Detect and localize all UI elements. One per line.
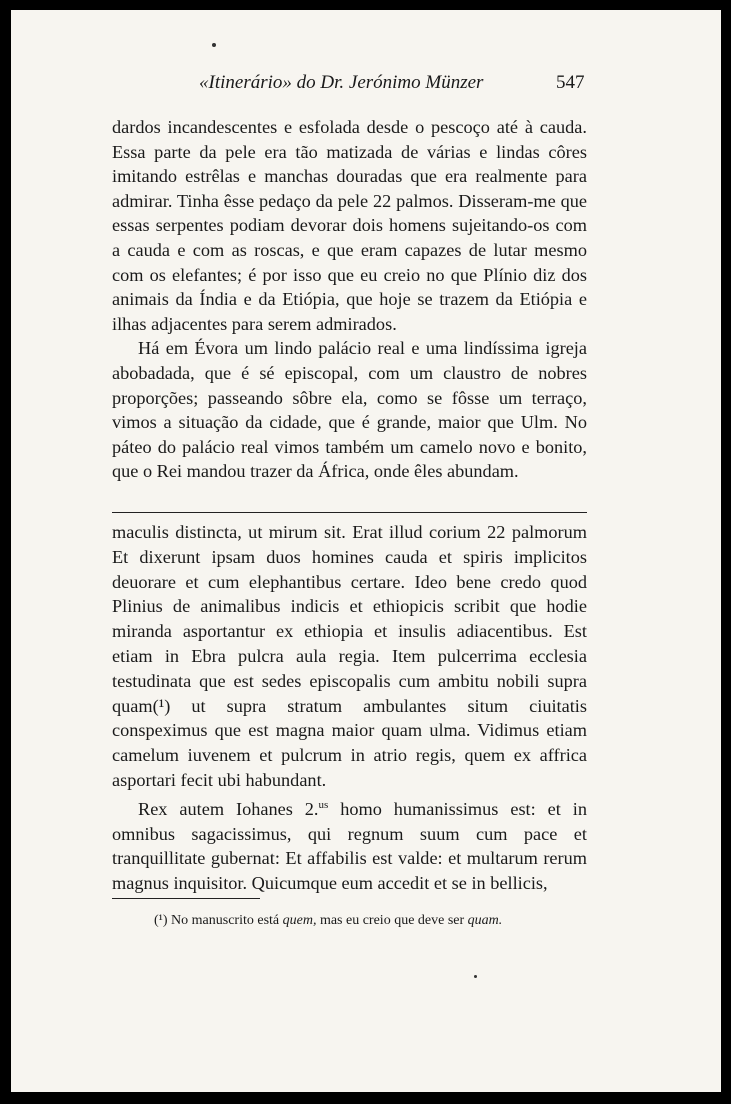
footnote-reference: (¹) [152,695,171,716]
footnote [154,913,502,929]
paragraph [112,793,587,896]
footnote-emphasis: quam. [467,913,503,928]
section-divider [112,512,587,513]
footnote-text: mas eu creio que deve ser [316,913,468,928]
latin-text: ut supra stratum ambulantes situm ciuitatis conspeximus que est magna maior quam ulma. Vidimus etiam camelum iuvenem et pulcrum in atrio regis, quem ex affrica asportari fecit ubi habundant. [112,695,587,790]
latin-original [112,520,587,896]
latin-text: maculis distincta, ut mirum sit. Erat illud corium 22 palmorum Et dixerunt ipsam duos homines cauda et spiris implicitos deuorare et cum elephantibus certare. Ideo bene credo quod Plinius de animalibus indicis et ethiopicis scribit que hodie miranda asportantur ex ethiopia et insulis adiacentibus. Est etiam in Ebra pulcra aula regia. Item pulcerrima ecclesia testudinata que est sedes episcopalis cum ambitu nobili supra quam [112,522,587,716]
paragraph [112,520,587,793]
page-header [11,72,721,96]
paragraph: dardos incandescentes e esfolada desde o pescoço até à cauda. Essa parte da pele era tão matizada de várias e lindas côres imitando estrêlas e manchas douradas que era realmente para admirar. Tinha êsse pedaço da pele 22 palmos. Disseram-me que essas serpentes podiam devorar dois homens sujeitando-os com a cauda e com as roscas, e que eram capazes de lutar mesmo com os elefantes; é por isso que eu creio no que Plínio diz dos animais da Índia e da Etiópia, que hoje se trazem da Etiópia e ilhas adjacentes para serem admirados. [112,117,587,334]
page-number: 547 [556,72,585,93]
latin-text: Rex autem Iohanes 2. [138,798,319,819]
superscript: us [318,798,329,811]
ink-speck [474,975,477,978]
footnote-emphasis: quem, [282,913,317,928]
latin-text: homo humanissimus est: et in omnibus sagacissimus, qui regnum suum cum pace et tranquillitate gubernat: Et affabilis est valde: et multarum rerum magnus inquisitor. Quicumque eum accedit et se in bellicis, [112,798,587,894]
footnote-marker: (¹) [154,913,168,928]
ink-speck [212,43,216,47]
footnote-text: No manuscrito está [167,913,283,928]
paragraph: Há em Évora um lindo palácio real e uma lindíssima igreja abobadada, que é sé episcopal, com um claustro de nobres proporções; passeando sôbre ela, como se fôsse um terraço, vimos a situação da cidade, que é grande, maior que Ulm. No páteo do palácio real vimos também um camelo novo e bonito, que o Rei mandou trazer da África, onde êles abundam. [112,338,587,482]
running-title: «Itinerário» do Dr. Jerónimo Münzer [199,72,484,93]
footnote-divider [112,898,260,899]
portuguese-translation [112,115,587,484]
book-page [11,10,721,1092]
